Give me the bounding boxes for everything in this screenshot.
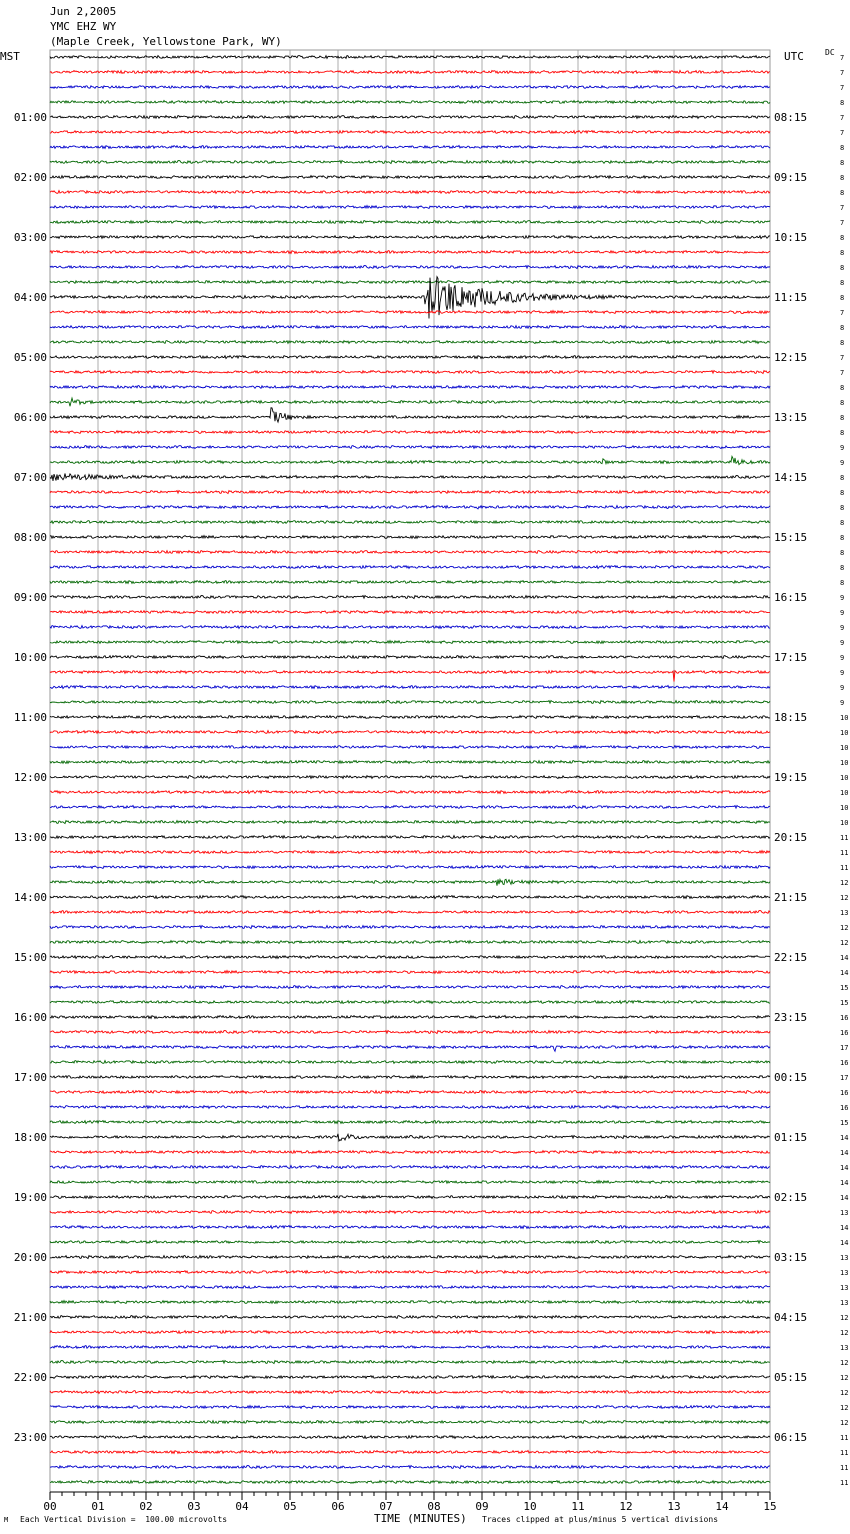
trace-row	[50, 581, 770, 584]
trace-row	[50, 101, 770, 104]
mst-hour-label: 14:00	[13, 891, 47, 904]
dc-offset-value: 9	[840, 594, 845, 602]
trace-row	[50, 1001, 770, 1004]
dc-offset-value: 12	[840, 1359, 849, 1367]
trace-row	[50, 1241, 770, 1244]
mst-hour-label: 15:00	[13, 951, 47, 964]
trace-row	[50, 821, 770, 824]
scale-note: Each Vertical Division = 100.00 microvolts	[20, 1515, 228, 1524]
dc-offset-value: 10	[840, 759, 849, 767]
dc-offset-value: 8	[840, 279, 845, 287]
mst-hour-label: 04:00	[13, 291, 47, 304]
trace-row	[50, 431, 770, 434]
station-location: (Maple Creek, Yellowstone Park, WY)	[50, 35, 282, 48]
x-tick-label: 03	[187, 1500, 201, 1513]
trace-row	[50, 1406, 770, 1409]
mst-hour-label: 17:00	[13, 1071, 47, 1084]
dc-offset-value: 10	[840, 804, 849, 812]
trace-row	[50, 521, 770, 524]
x-tick-label: 07	[379, 1500, 393, 1513]
dc-offset-value: 7	[840, 114, 845, 122]
utc-hour-label: 18:15	[774, 711, 808, 724]
trace-row	[50, 866, 770, 869]
dc-offset-value: 7	[840, 69, 845, 77]
dc-offset-value: 14	[840, 969, 849, 977]
trace-row	[50, 1466, 770, 1469]
trace-row	[50, 611, 770, 614]
trace-row	[50, 536, 770, 539]
trace-row	[50, 1166, 770, 1169]
dc-offset-value: 8	[840, 159, 845, 167]
utc-hour-label: 14:15	[774, 471, 808, 484]
dc-offset-value: 10	[840, 819, 849, 827]
dc-offset-value: 13	[840, 909, 849, 917]
utc-hour-label: 21:15	[774, 891, 808, 904]
dc-offset-value: 12	[840, 894, 849, 902]
dc-offset-value: 9	[840, 609, 845, 617]
trace-row	[50, 161, 770, 164]
trace-row	[50, 408, 770, 422]
mst-hour-label: 09:00	[13, 591, 47, 604]
trace-row	[50, 1271, 770, 1274]
trace-row	[50, 851, 770, 854]
dc-offset-value: 13	[840, 1299, 849, 1307]
dc-offset-value: 8	[840, 519, 845, 527]
dc-offset-value: 8	[840, 294, 845, 302]
trace-row	[50, 1346, 770, 1349]
trace-row	[50, 474, 770, 481]
utc-hour-label: 17:15	[774, 651, 808, 664]
mst-hour-label: 05:00	[13, 351, 47, 364]
utc-hour-label: 19:15	[774, 771, 808, 784]
trace-row	[50, 56, 770, 59]
trace-row	[50, 1211, 770, 1214]
trace-row	[50, 356, 770, 359]
dc-offset-value: 11	[840, 1434, 849, 1442]
trace-row	[50, 1226, 770, 1229]
trace-row	[50, 1481, 770, 1484]
mst-hour-label: 06:00	[13, 411, 47, 424]
trace-row	[50, 911, 770, 914]
dc-offset-value: 7	[840, 54, 845, 62]
dc-offset-value: 10	[840, 789, 849, 797]
trace-row	[50, 686, 770, 689]
trace-row	[50, 879, 770, 885]
trace-row	[50, 221, 770, 224]
dc-offset-value: 14	[840, 1224, 849, 1232]
utc-hour-label: 12:15	[774, 351, 808, 364]
mst-hour-label: 16:00	[13, 1011, 47, 1024]
dc-offset-value: 15	[840, 1119, 849, 1127]
utc-axis-title: UTC	[784, 50, 804, 63]
dc-offset-value: 16	[840, 1104, 849, 1112]
dc-offset-value: 14	[840, 1149, 849, 1157]
dc-offset-value: 14	[840, 1164, 849, 1172]
dc-offset-value: 8	[840, 339, 845, 347]
x-tick-label: 01	[91, 1500, 105, 1513]
x-tick-label: 13	[667, 1500, 681, 1513]
trace-row	[50, 1106, 770, 1109]
utc-hour-label: 06:15	[774, 1431, 808, 1444]
trace-row	[50, 971, 770, 974]
dc-offset-value: 12	[840, 1419, 849, 1427]
utc-hour-label: 00:15	[774, 1071, 808, 1084]
dc-offset-value: 8	[840, 504, 845, 512]
utc-hour-label: 01:15	[774, 1131, 808, 1144]
dc-offset-value: 7	[840, 369, 845, 377]
trace-row	[50, 1121, 770, 1124]
trace-row	[50, 71, 770, 74]
trace-row	[50, 1421, 770, 1424]
trace-row	[50, 1451, 770, 1454]
trace-row	[50, 1076, 770, 1079]
dc-offset-value: 9	[840, 459, 845, 467]
trace-row	[50, 1436, 770, 1439]
dc-offset-value: 9	[840, 669, 845, 677]
x-tick-label: 12	[619, 1500, 633, 1513]
trace-row	[50, 371, 770, 374]
mst-hour-label: 23:00	[13, 1431, 47, 1444]
trace-row	[50, 326, 770, 329]
dc-offset-value: 16	[840, 1029, 849, 1037]
trace-row	[50, 146, 770, 149]
trace-row	[50, 116, 770, 119]
mst-hour-label: 18:00	[13, 1131, 47, 1144]
trace-row	[50, 1061, 770, 1064]
dc-offset-value: 12	[840, 924, 849, 932]
dc-offset-value: 12	[840, 1374, 849, 1382]
trace-row	[50, 671, 770, 682]
trace-row	[50, 941, 770, 944]
dc-offset-value: 8	[840, 549, 845, 557]
utc-hour-label: 03:15	[774, 1251, 808, 1264]
trace-row	[50, 1046, 770, 1052]
utc-hour-label: 20:15	[774, 831, 808, 844]
x-tick-label: 10	[523, 1500, 537, 1513]
trace-row	[50, 176, 770, 179]
utc-hour-label: 08:15	[774, 111, 808, 124]
trace-row	[50, 266, 770, 269]
trace-row	[50, 398, 770, 406]
trace-row	[50, 731, 770, 734]
dc-offset-value: 8	[840, 474, 845, 482]
utc-hour-label: 02:15	[774, 1191, 808, 1204]
trace-row	[50, 746, 770, 749]
axis-labels	[14, 54, 849, 1513]
dc-offset-value: 8	[840, 429, 845, 437]
dc-offset-value: 8	[840, 579, 845, 587]
dc-offset-value: 11	[840, 864, 849, 872]
dc-offset-value: 8	[840, 384, 845, 392]
dc-offset-value: 12	[840, 1389, 849, 1397]
dc-offset-value: 10	[840, 729, 849, 737]
dc-offset-value: 8	[840, 99, 845, 107]
trace-row	[50, 1134, 770, 1141]
seismic-traces	[50, 56, 770, 1484]
dc-offset-value: 7	[840, 219, 845, 227]
dc-offset-value: 7	[840, 309, 845, 317]
trace-row	[50, 251, 770, 254]
dc-offset-value: 16	[840, 1014, 849, 1022]
dc-offset-value: 14	[840, 954, 849, 962]
trace-row	[50, 956, 770, 959]
mst-hour-label: 12:00	[13, 771, 47, 784]
dc-offset-value: 16	[840, 1059, 849, 1067]
trace-row	[50, 566, 770, 569]
x-tick-label: 05	[283, 1500, 297, 1513]
dc-offset-value: 9	[840, 639, 845, 647]
trace-row	[50, 206, 770, 209]
utc-hour-label: 05:15	[774, 1371, 808, 1384]
x-tick-label: 11	[571, 1500, 585, 1513]
trace-row	[50, 491, 770, 494]
dc-offset-value: 9	[840, 654, 845, 662]
trace-row	[50, 506, 770, 509]
utc-hour-label: 10:15	[774, 231, 808, 244]
dc-offset-value: 7	[840, 204, 845, 212]
trace-row	[50, 1031, 770, 1034]
trace-row	[50, 656, 770, 659]
dc-offset-value: 13	[840, 1269, 849, 1277]
trace-row	[50, 1331, 770, 1334]
trace-row	[50, 311, 770, 314]
x-tick-label: 15	[763, 1500, 777, 1513]
dc-offset-value: 8	[840, 564, 845, 572]
dc-offset-value: 10	[840, 714, 849, 722]
dc-offset-value: 12	[840, 1404, 849, 1412]
dc-offset-value: 11	[840, 849, 849, 857]
dc-offset-value: 8	[840, 414, 845, 422]
trace-row	[50, 701, 770, 704]
trace-row	[50, 806, 770, 809]
trace-row	[50, 1181, 770, 1184]
dc-offset-value: 11	[840, 1464, 849, 1472]
trace-row	[50, 456, 770, 464]
trace-row	[50, 1016, 770, 1019]
trace-row	[50, 1091, 770, 1094]
dc-offset-value: 7	[840, 84, 845, 92]
dc-offset-value: 13	[840, 1344, 849, 1352]
trace-row	[50, 131, 770, 134]
mst-hour-label: 08:00	[13, 531, 47, 544]
dc-offset-title: DC	[825, 48, 835, 57]
dc-offset-value: 9	[840, 684, 845, 692]
x-tick-label: 04	[235, 1500, 249, 1513]
mst-hour-label: 10:00	[13, 651, 47, 664]
trace-row	[50, 1256, 770, 1259]
trace-row	[50, 1151, 770, 1154]
plot-date: Jun 2,2005	[50, 5, 117, 18]
dc-offset-value: 12	[840, 1329, 849, 1337]
x-tick-label: 08	[427, 1500, 441, 1513]
dc-offset-value: 16	[840, 1089, 849, 1097]
trace-row	[50, 836, 770, 839]
mst-hour-label: 13:00	[13, 831, 47, 844]
dc-offset-value: 8	[840, 174, 845, 182]
dc-offset-value: 15	[840, 984, 849, 992]
dc-offset-value: 11	[840, 1449, 849, 1457]
mst-hour-label: 22:00	[13, 1371, 47, 1384]
mst-hour-label: 11:00	[13, 711, 47, 724]
dc-offset-value: 10	[840, 774, 849, 782]
x-tick-label: 00	[43, 1500, 57, 1513]
dc-offset-value: 14	[840, 1239, 849, 1247]
dc-offset-value: 8	[840, 264, 845, 272]
trace-row	[50, 86, 770, 89]
dc-offset-value: 9	[840, 624, 845, 632]
dc-offset-value: 15	[840, 999, 849, 1007]
corner-mark: M	[4, 1516, 9, 1524]
trace-row	[50, 1286, 770, 1289]
dc-offset-value: 7	[840, 129, 845, 137]
trace-row	[50, 1196, 770, 1199]
dc-offset-value: 8	[840, 249, 845, 257]
trace-row	[50, 191, 770, 194]
dc-offset-value: 8	[840, 534, 845, 542]
trace-row	[50, 641, 770, 644]
utc-hour-label: 13:15	[774, 411, 808, 424]
mst-hour-label: 03:00	[13, 231, 47, 244]
trace-row	[50, 761, 770, 764]
trace-row	[50, 896, 770, 899]
dc-offset-value: 7	[840, 354, 845, 362]
dc-offset-value: 14	[840, 1179, 849, 1187]
station-code: YMC EHZ WY	[50, 20, 117, 33]
dc-offset-value: 13	[840, 1209, 849, 1217]
utc-hour-label: 11:15	[774, 291, 808, 304]
dc-offset-value: 13	[840, 1284, 849, 1292]
trace-row	[50, 1391, 770, 1394]
trace-row	[50, 716, 770, 719]
utc-hour-label: 22:15	[774, 951, 808, 964]
mst-hour-label: 20:00	[13, 1251, 47, 1264]
dc-offset-value: 12	[840, 879, 849, 887]
mst-hour-label: 01:00	[13, 111, 47, 124]
mst-hour-label: 02:00	[13, 171, 47, 184]
dc-offset-value: 12	[840, 1314, 849, 1322]
trace-row	[50, 776, 770, 779]
utc-hour-label: 15:15	[774, 531, 808, 544]
dc-offset-value: 8	[840, 399, 845, 407]
x-tick-label: 14	[715, 1500, 729, 1513]
dc-offset-value: 8	[840, 234, 845, 242]
dc-offset-value: 14	[840, 1194, 849, 1202]
dc-offset-value: 8	[840, 324, 845, 332]
trace-row	[50, 386, 770, 389]
dc-offset-value: 9	[840, 444, 845, 452]
trace-row	[50, 1361, 770, 1364]
mst-hour-label: 19:00	[13, 1191, 47, 1204]
x-tick-label: 06	[331, 1500, 345, 1513]
mst-axis-title: MST	[0, 50, 20, 63]
dc-offset-value: 12	[840, 939, 849, 947]
trace-row	[50, 236, 770, 239]
trace-row	[50, 986, 770, 989]
x-tick-label: 09	[475, 1500, 489, 1513]
dc-offset-value: 11	[840, 1479, 849, 1487]
clip-note: Traces clipped at plus/minus 5 vertical divisions	[482, 1515, 719, 1524]
trace-row	[50, 1316, 770, 1319]
dc-offset-value: 8	[840, 189, 845, 197]
dc-offset-value: 9	[840, 699, 845, 707]
dc-offset-value: 17	[840, 1044, 849, 1052]
dc-offset-value: 10	[840, 744, 849, 752]
trace-row	[50, 791, 770, 794]
trace-row	[50, 341, 770, 344]
time-axis-title: TIME (MINUTES)	[374, 1512, 467, 1525]
utc-hour-label: 04:15	[774, 1311, 808, 1324]
dc-offset-value: 14	[840, 1134, 849, 1142]
dc-offset-value: 8	[840, 489, 845, 497]
trace-row	[50, 1376, 770, 1379]
utc-hour-label: 16:15	[774, 591, 808, 604]
trace-row	[50, 596, 770, 599]
trace-row	[50, 626, 770, 629]
utc-hour-label: 09:15	[774, 171, 808, 184]
dc-offset-value: 13	[840, 1254, 849, 1262]
trace-row	[50, 551, 770, 554]
mst-hour-label: 21:00	[13, 1311, 47, 1324]
trace-row	[50, 1301, 770, 1304]
x-tick-label: 02	[139, 1500, 153, 1513]
dc-offset-value: 17	[840, 1074, 849, 1082]
dc-offset-value: 8	[840, 144, 845, 152]
dc-offset-value: 11	[840, 834, 849, 842]
trace-row	[50, 926, 770, 929]
trace-row	[50, 281, 770, 284]
mst-hour-label: 07:00	[13, 471, 47, 484]
trace-row	[50, 446, 770, 449]
utc-hour-label: 23:15	[774, 1011, 808, 1024]
